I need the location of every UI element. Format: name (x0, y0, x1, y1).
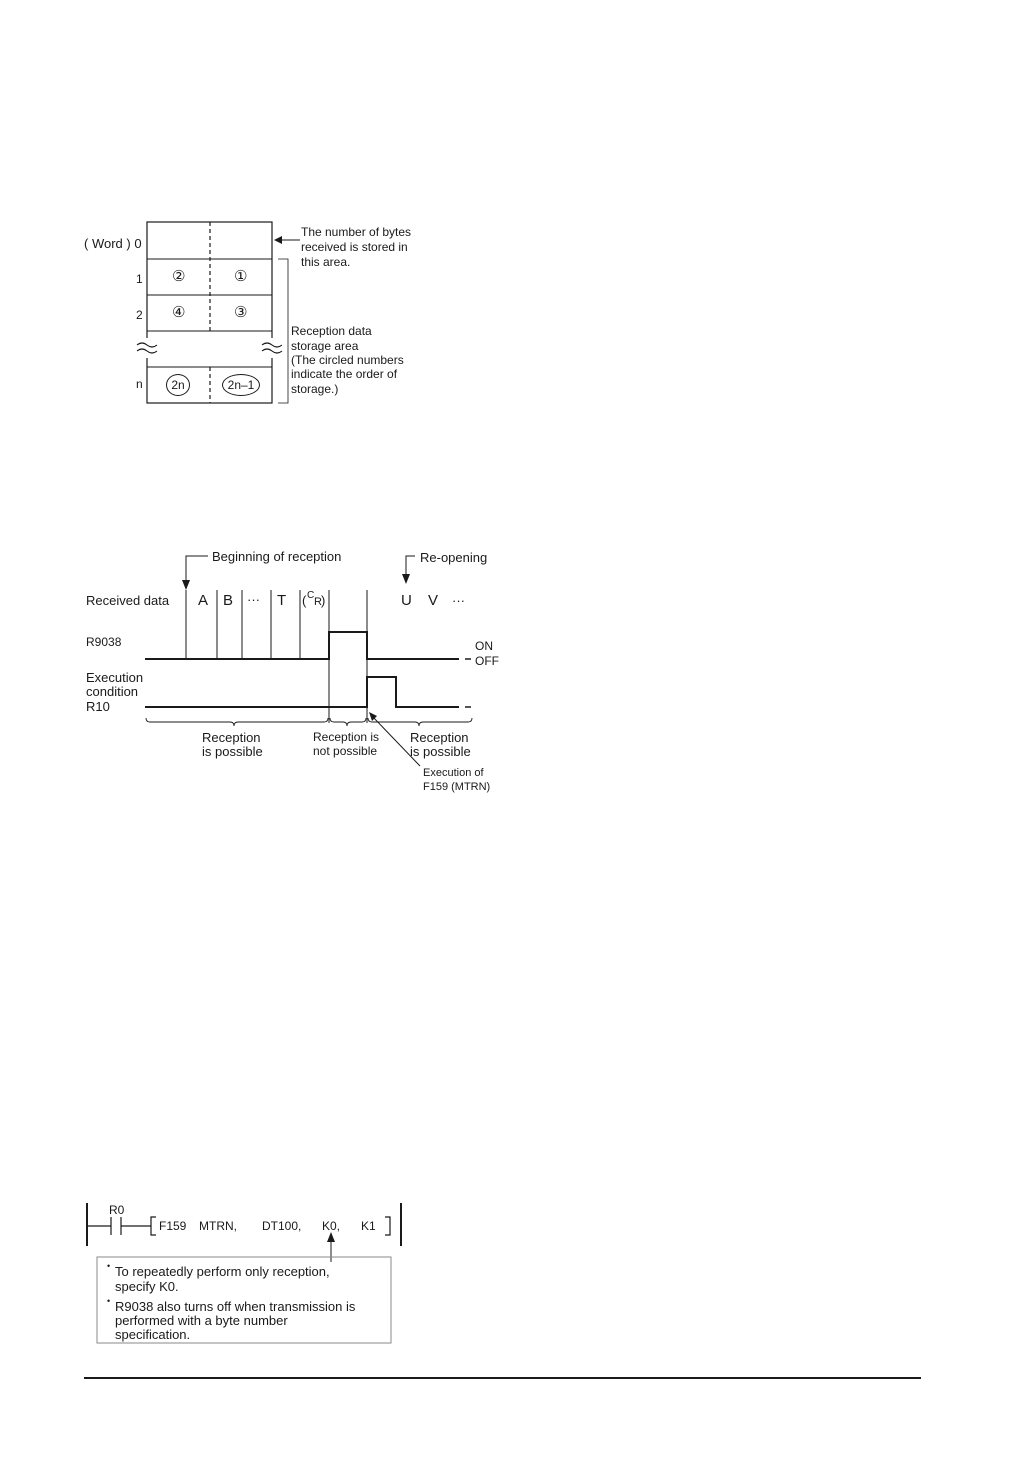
off-label: OFF (475, 654, 499, 668)
note-storage-line5: storage.) (291, 382, 339, 396)
note2-line1: R9038 also turns off when transmission is (115, 1299, 356, 1314)
re-opening-label: Re-opening (420, 550, 488, 565)
note-storage-line2: storage area (291, 339, 359, 353)
phase2-line2: not possible (313, 744, 378, 758)
beginning-of-reception-label: Beginning of reception (212, 549, 342, 564)
instr-k0: K0, (322, 1219, 341, 1233)
note-storage-line4: indicate the order of (291, 367, 398, 381)
data-char-ellipsis-after: ··· (452, 593, 465, 608)
note-storage-line3: (The circled numbers (291, 353, 404, 367)
execution-note-line2: F159 (MTRN) (423, 781, 491, 793)
note2-line3: specification. (115, 1327, 191, 1342)
note-storage-line1: Reception data (291, 324, 372, 338)
phase3-line2: is possible (410, 744, 471, 759)
cell-order-2n: 2n (166, 374, 190, 396)
data-char-b: B (223, 592, 234, 609)
exec-label-line1: Execution (86, 670, 144, 685)
instr-dt100: DT100, (262, 1219, 302, 1233)
cell-order-2n-1: 2n–1 (222, 374, 260, 396)
data-char-cr-r: R (314, 596, 322, 608)
cell-order-1: ① (234, 268, 248, 285)
instr-mtrn: MTRN, (199, 1219, 237, 1233)
data-char-cr-open: ( (302, 593, 307, 608)
note1-bullet: • (107, 1261, 111, 1271)
row-label-2: 2 (136, 308, 143, 322)
execution-note-line1: Execution of (423, 767, 484, 779)
cell-order-2: ② (172, 268, 186, 285)
note2-bullet: • (107, 1296, 111, 1306)
data-char-t: T (277, 592, 287, 609)
data-char-cr-close: ) (321, 593, 326, 608)
data-char-ellipsis: ··· (247, 592, 260, 607)
phase1-line1: Reception (202, 730, 261, 745)
note1-line2: specify K0. (115, 1279, 179, 1294)
note2-line2: performed with a byte number (115, 1313, 288, 1328)
cell-order-3: ③ (234, 304, 248, 321)
instr-k1: K1 (361, 1219, 376, 1233)
data-char-v: V (428, 592, 439, 609)
data-char-a: A (198, 592, 209, 609)
word-label: ( Word ) 0 (84, 236, 142, 251)
instr-f159: F159 (159, 1219, 187, 1233)
row-label-1: 1 (136, 272, 143, 286)
exec-label-line3: R10 (86, 699, 110, 714)
note-bytes-line3: this area. (301, 255, 351, 269)
data-char-u: U (401, 592, 412, 609)
r9038-label: R9038 (86, 635, 122, 649)
phase3-line1: Reception (410, 730, 469, 745)
row-label-n: n (136, 377, 143, 391)
exec-label-line2: condition (86, 684, 139, 699)
footer-rule (84, 1377, 921, 1379)
data-char-cr-c: C (307, 590, 315, 601)
note-bytes-line2: received is stored in (301, 240, 408, 254)
note1-line1: To repeatedly perform only reception, (115, 1264, 330, 1279)
on-label: ON (475, 639, 493, 653)
phase2-line1: Reception is (313, 730, 380, 744)
received-data-label: Received data (86, 593, 170, 608)
phase1-line2: is possible (202, 744, 263, 759)
contact-r0-label: R0 (109, 1203, 125, 1217)
note-bytes-line1: The number of bytes (301, 225, 412, 239)
cell-order-4: ④ (172, 304, 186, 321)
